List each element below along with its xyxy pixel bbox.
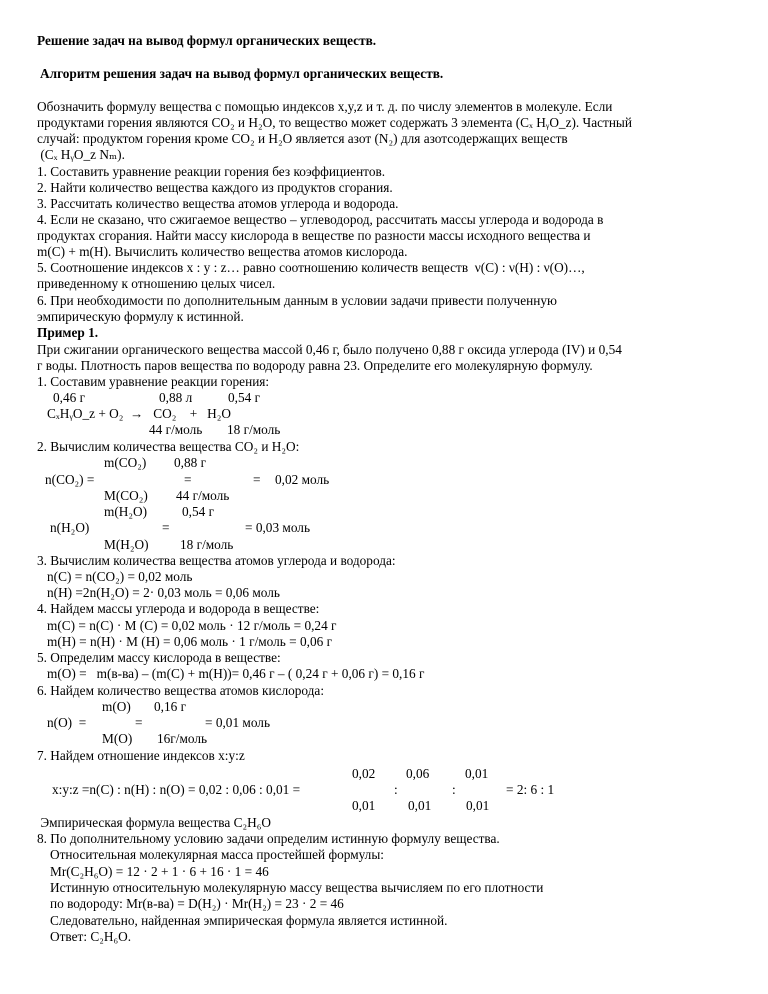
molar-mass-label: 44 г/моль [149, 422, 203, 437]
algorithm-step: m(C) + m(H). Вычислить количество вещества атомов кислорода. [37, 244, 408, 259]
fraction-denominator-value: 18 г/моль [180, 537, 234, 552]
mass-label: 0,88 л [159, 390, 193, 405]
step-heading: 4. Найдем массы углерода и водорода в веществе: [37, 601, 320, 616]
equals-sign: = [162, 520, 170, 535]
algorithm-step: 4. Если не сказано, что сжигаемое вещество – углеводород, рассчитать массы углерода и водорода в [37, 212, 604, 227]
ratio-colon: : [452, 782, 456, 797]
document-title: Решение задач на вывод формул органических веществ. [37, 33, 377, 48]
answer-line: Ответ: C₂H₆O. [50, 929, 132, 944]
fraction-result: = 0,01 моль [205, 715, 271, 730]
step-heading: 8. По дополнительному условию задачи определим истинную формулу вещества. [37, 831, 500, 846]
calc-line: n(H) =2n(H₂O) = 2· 0,03 моль = 0,06 моль [47, 585, 280, 600]
intro-line: продуктами горения являются CO₂ и H₂O, то вещество может содержать 3 элемента (Cₓ HᵧO_z). Частный [37, 115, 632, 130]
calc-line: Истинную относительную молекулярную массу вещества вычисляем по его плотности [50, 880, 544, 895]
ratio-denominator: 0,01 [466, 798, 490, 813]
fraction-numerator-label: m(O) [102, 699, 131, 714]
fraction-numerator-label: m(CO₂) [104, 455, 147, 470]
ratio-numerator: 0,06 [406, 766, 430, 781]
intro-line: Обозначить формулу вещества с помощью индексов x,y,z и т. д. по числу элементов в молекуле. Если [37, 99, 613, 114]
calc-line: m(C) = n(C) · M (C) = 0,02 моль · 12 г/моль = 0,24 г [47, 618, 337, 633]
algorithm-step: 2. Найти количество вещества каждого из продуктов сгорания. [37, 180, 393, 195]
step-heading: 6. Найдем количество вещества атомов кислорода: [37, 683, 325, 698]
fraction-denominator-label: M(O) [102, 731, 133, 746]
mass-label: 0,46 г [53, 390, 86, 405]
fraction-lhs: n(O) = [47, 715, 87, 730]
ratio-lhs: x:y:z =n(C) : n(H) : n(O) = 0,02 : 0,06 : 0,01 = [52, 782, 301, 797]
algorithm-step: 1. Составить уравнение реакции горения без коэффициентов. [37, 164, 386, 179]
calc-line: n(C) = n(CO₂) = 0,02 моль [47, 569, 193, 584]
algorithm-step: продуктах сгорания. Найти массу кислорода в веществе по разности массы исходного вещества и [37, 228, 591, 243]
fraction-denominator-label: M(H₂O) [104, 537, 149, 552]
problem-line: При сжигании органического вещества массой 0,46 г, было получено 0,88 г оксида углерода (IV) и 0,54 [37, 342, 622, 357]
algorithm-step: 5. Соотношение индексов x : y : z… равно соотношению количеств веществ ν(C) : ν(H) : ν(O)…, [37, 260, 585, 275]
combustion-equation: CₓHᵧO_z + O₂ → CO₂ + H₂O [47, 406, 232, 421]
calc-line: по водороду: Mr(в-ва) = D(H₂) · Mr(H₂) = 23 · 2 = 46 [50, 896, 344, 911]
fraction-denominator-label: M(CO₂) [104, 488, 148, 503]
calc-line: Относительная молекулярная масса простейшей формулы: [50, 847, 384, 862]
algorithm-step: 6. При необходимости по дополнительным данным в условии задачи привести полученную [37, 293, 557, 308]
calc-line: m(O) = m(в-ва) – (m(C) + m(H))= 0,46 г – ( 0,24 г + 0,06 г) = 0,16 г [47, 666, 425, 681]
intro-line: (Cₓ HᵧO_z Nₘ). [37, 147, 125, 162]
ratio-colon: : [394, 782, 398, 797]
equals-sign: = [184, 472, 192, 487]
ratio-denominator: 0,01 [408, 798, 432, 813]
step-heading: 7. Найдем отношение индексов x:y:z [37, 748, 245, 763]
algorithm-heading: Алгоритм решения задач на вывод формул органических веществ. [40, 66, 444, 81]
step-heading: 3. Вычислим количества вещества атомов углерода и водорода: [37, 553, 396, 568]
calc-line: Следовательно, найденная эмпирическая формула является истинной. [50, 913, 448, 928]
equals-sign: = [135, 715, 143, 730]
ratio-numerator: 0,01 [465, 766, 489, 781]
algorithm-step: эмпирическую формулу к истинной. [37, 309, 244, 324]
mass-label: 0,54 г [228, 390, 261, 405]
calc-line: Mr(C₂H₆O) = 12 · 2 + 1 · 6 + 16 · 1 = 46 [50, 864, 269, 879]
step-heading: 1. Составим уравнение реакции горения: [37, 374, 270, 389]
ratio-denominator: 0,01 [352, 798, 376, 813]
algorithm-step: 3. Рассчитать количество вещества атомов углерода и водорода. [37, 196, 399, 211]
example-heading: Пример 1. [37, 325, 99, 340]
fraction-denominator-value: 44 г/моль [176, 488, 230, 503]
fraction-numerator-value: 0,16 г [154, 699, 187, 714]
step-heading: 2. Вычислим количества вещества CO₂ и H₂O: [37, 439, 300, 454]
step-heading: 5. Определим массу кислорода в веществе: [37, 650, 281, 665]
molar-mass-label: 18 г/моль [227, 422, 281, 437]
equals-sign: = [253, 472, 261, 487]
problem-line: г воды. Плотность паров вещества по водороду равна 23. Определите его молекулярную формулу. [37, 358, 593, 373]
calc-line: m(H) = n(H) · M (H) = 0,06 моль · 1 г/моль = 0,06 г [47, 634, 333, 649]
fraction-lhs: n(CO₂) = [45, 472, 95, 487]
fraction-result: = 0,03 моль [245, 520, 311, 535]
empirical-formula: Эмпирическая формула вещества C₂H₆O [37, 815, 271, 830]
intro-line: случай: продуктом горения кроме CO₂ и H₂O является азот (N₂) для азотсодержащих веществ [37, 131, 568, 146]
fraction-denominator-value: 16г/моль [157, 731, 208, 746]
fraction-numerator-value: 0,54 г [182, 504, 215, 519]
fraction-result: 0,02 моль [275, 472, 330, 487]
fraction-numerator-label: m(H₂O) [104, 504, 148, 519]
ratio-result: = 2: 6 : 1 [506, 782, 555, 797]
fraction-lhs: n(H₂O) [50, 520, 90, 535]
fraction-numerator-value: 0,88 г [174, 455, 207, 470]
algorithm-step: приведенному к отношению целых чисел. [37, 276, 276, 291]
ratio-numerator: 0,02 [352, 766, 376, 781]
